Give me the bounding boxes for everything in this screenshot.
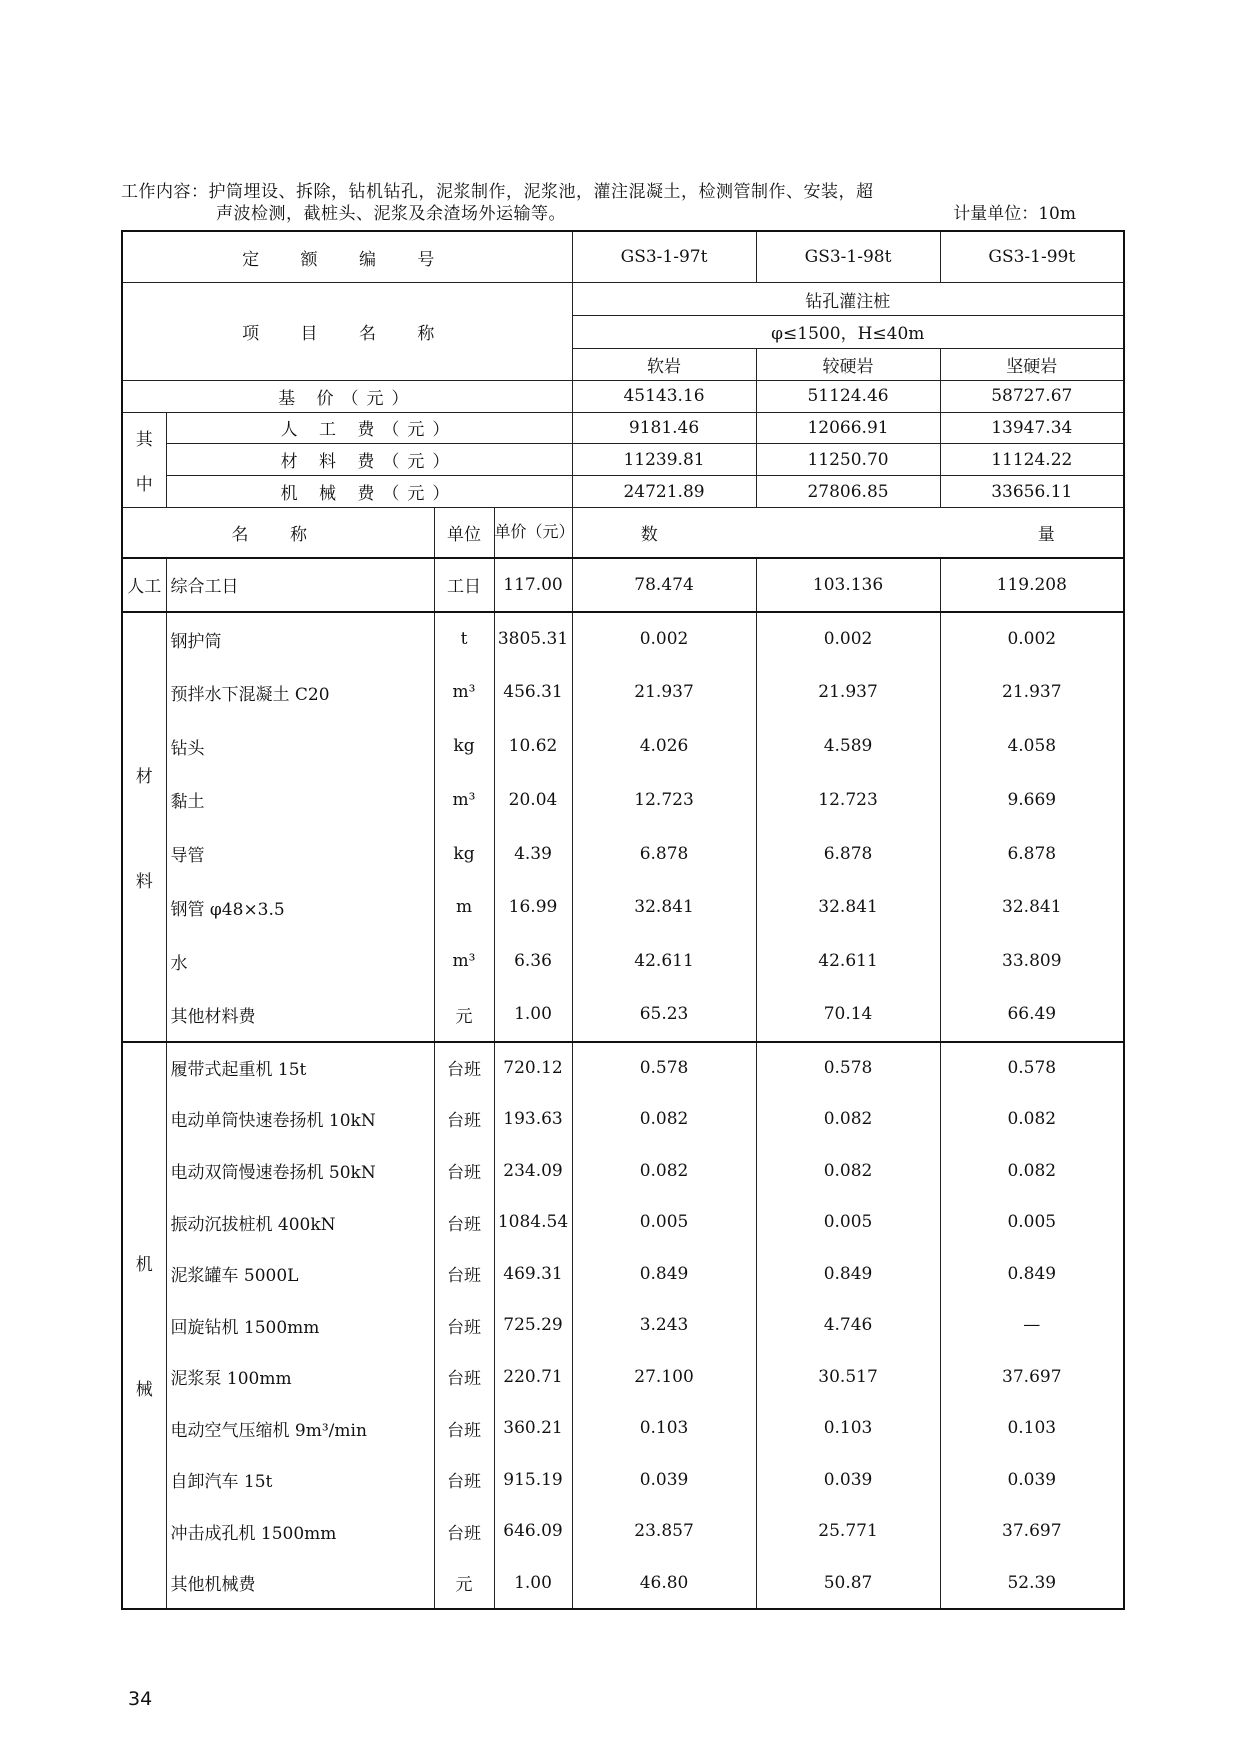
- material-cost: 11239.81: [572, 444, 756, 476]
- resource-quantity: 3.243: [572, 1299, 756, 1351]
- resource-quantity: 0.002: [756, 612, 940, 666]
- resource-unit-price: 16.99: [494, 880, 572, 934]
- resource-quantity: 103.136: [756, 558, 940, 612]
- resource-quantity: 0.082: [572, 1093, 756, 1145]
- resource-name: 自卸汽车 15t: [166, 1454, 434, 1506]
- resource-quantity: 0.039: [940, 1454, 1124, 1506]
- col-price-header: 单价（元）: [494, 507, 572, 557]
- rock-type: 较硬岩: [756, 348, 940, 380]
- resource-name: 振动沉拔桩机 400kN: [166, 1196, 434, 1248]
- resource-quantity: 0.849: [756, 1248, 940, 1300]
- col-name-header: 名 称: [122, 507, 434, 557]
- resource-quantity: 0.082: [756, 1093, 940, 1145]
- resource-quantity: 0.082: [940, 1145, 1124, 1197]
- labor-cost: 9181.46: [572, 412, 756, 444]
- resource-quantity: 119.208: [940, 558, 1124, 612]
- resource-unit-price: 915.19: [494, 1454, 572, 1506]
- page-number: 34: [128, 1688, 153, 1710]
- material-group-label: 材 料: [122, 612, 166, 1042]
- resource-quantity: 0.005: [572, 1196, 756, 1248]
- quota-code: GS3-1-97t: [572, 231, 756, 283]
- resource-quantity: 4.026: [572, 719, 756, 773]
- machine-group-label: 机 械: [122, 1042, 166, 1609]
- resource-unit-price: 1.00: [494, 988, 572, 1042]
- resource-unit-price: 725.29: [494, 1299, 572, 1351]
- resource-quantity: 42.611: [572, 934, 756, 988]
- resource-name: 泥浆罐车 5000L: [166, 1248, 434, 1300]
- resource-quantity: 4.589: [756, 719, 940, 773]
- resource-quantity: 0.578: [572, 1042, 756, 1094]
- resource-quantity: 66.49: [940, 988, 1124, 1042]
- resource-quantity: 6.878: [940, 827, 1124, 881]
- resource-quantity: 0.002: [940, 612, 1124, 666]
- resource-quantity: 0.005: [756, 1196, 940, 1248]
- resource-unit: 台班: [434, 1093, 494, 1145]
- resource-quantity: 65.23: [572, 988, 756, 1042]
- machine-cost: 33656.11: [940, 476, 1124, 508]
- resource-unit: m³: [434, 934, 494, 988]
- resource-name: 电动空气压缩机 9m³/min: [166, 1403, 434, 1455]
- quota-code: GS3-1-99t: [940, 231, 1124, 283]
- resource-quantity: 70.14: [756, 988, 940, 1042]
- resource-quantity: 6.878: [756, 827, 940, 881]
- resource-unit-price: 360.21: [494, 1403, 572, 1455]
- resource-quantity: 4.746: [756, 1299, 940, 1351]
- resource-unit: 工日: [434, 558, 494, 612]
- resource-quantity: 4.058: [940, 719, 1124, 773]
- resource-name: 水: [166, 934, 434, 988]
- base-price: 51124.46: [756, 380, 940, 412]
- item-name-label: 项 目 名 称: [122, 283, 572, 381]
- resource-quantity: 37.697: [940, 1506, 1124, 1558]
- resource-quantity: 0.039: [756, 1454, 940, 1506]
- resource-quantity: 9.669: [940, 773, 1124, 827]
- resource-name: 钢管 φ48×3.5: [166, 880, 434, 934]
- pile-spec: φ≤1500，H≤40m: [572, 315, 1124, 348]
- resource-unit-price: 720.12: [494, 1042, 572, 1094]
- resource-unit: 台班: [434, 1351, 494, 1403]
- resource-unit: 台班: [434, 1196, 494, 1248]
- resource-quantity: 30.517: [756, 1351, 940, 1403]
- resource-unit: 台班: [434, 1506, 494, 1558]
- resource-unit-price: 1084.54: [494, 1196, 572, 1248]
- resource-name: 钢护筒: [166, 612, 434, 666]
- labor-cost: 12066.91: [756, 412, 940, 444]
- resource-quantity: 0.578: [940, 1042, 1124, 1094]
- material-cost: 11250.70: [756, 444, 940, 476]
- machine-cost: 27806.85: [756, 476, 940, 508]
- resource-quantity: 21.937: [756, 665, 940, 719]
- resource-unit: kg: [434, 827, 494, 881]
- resource-quantity: 12.723: [756, 773, 940, 827]
- resource-unit: m: [434, 880, 494, 934]
- resource-unit: 台班: [434, 1454, 494, 1506]
- work-content-line-2: 声波检测，截桩头、泥浆及余渣场外运输等。: [216, 204, 566, 224]
- resource-name: 其他材料费: [166, 988, 434, 1042]
- quota-number-label: 定 额 编 号: [122, 231, 572, 283]
- pile-type: 钻孔灌注桩: [572, 283, 1124, 316]
- resource-quantity: 0.578: [756, 1042, 940, 1094]
- resource-quantity: 46.80: [572, 1557, 756, 1609]
- resource-unit: 台班: [434, 1248, 494, 1300]
- resource-unit: m³: [434, 665, 494, 719]
- resource-quantity: 32.841: [940, 880, 1124, 934]
- resource-unit-price: 456.31: [494, 665, 572, 719]
- resource-unit: 台班: [434, 1042, 494, 1094]
- measurement-unit: 计量单位：10m: [953, 204, 1076, 224]
- resource-quantity: 32.841: [756, 880, 940, 934]
- resource-unit-price: 4.39: [494, 827, 572, 881]
- resource-unit-price: 3805.31: [494, 612, 572, 666]
- resource-quantity: 12.723: [572, 773, 756, 827]
- resource-quantity: 0.849: [940, 1248, 1124, 1300]
- resource-quantity: 0.039: [572, 1454, 756, 1506]
- resource-quantity: 21.937: [572, 665, 756, 719]
- resource-unit: 台班: [434, 1403, 494, 1455]
- rock-type: 坚硬岩: [940, 348, 1124, 380]
- resource-quantity: 50.87: [756, 1557, 940, 1609]
- machine-cost-label: 机 械 费（元）: [166, 476, 572, 508]
- quota-code: GS3-1-98t: [756, 231, 940, 283]
- resource-quantity: 23.857: [572, 1506, 756, 1558]
- resource-quantity: 0.002: [572, 612, 756, 666]
- resource-quantity: 21.937: [940, 665, 1124, 719]
- material-cost-label: 材 料 费（元）: [166, 444, 572, 476]
- resource-quantity: 32.841: [572, 880, 756, 934]
- resource-name: 其他机械费: [166, 1557, 434, 1609]
- resource-name: 回旋钻机 1500mm: [166, 1299, 434, 1351]
- resource-quantity: 0.103: [756, 1403, 940, 1455]
- labor-group-label: 人工: [122, 558, 166, 612]
- work-content-line-1: 工作内容：护筒埋设、拆除，钻机钻孔，泥浆制作，泥浆池，灌注混凝土，检测管制作、安装，超: [121, 182, 874, 202]
- resource-name: 电动双筒慢速卷扬机 50kN: [166, 1145, 434, 1197]
- base-price-label: 基 价（元）: [122, 380, 572, 412]
- col-unit-header: 单位: [434, 507, 494, 557]
- resource-quantity: 52.39: [940, 1557, 1124, 1609]
- col-quantity-header: 数 量: [572, 507, 1124, 557]
- resource-name: 钻头: [166, 719, 434, 773]
- rock-type: 软岩: [572, 348, 756, 380]
- resource-quantity: 33.809: [940, 934, 1124, 988]
- resource-name: 综合工日: [166, 558, 434, 612]
- resource-name: 履带式起重机 15t: [166, 1042, 434, 1094]
- resource-name: 导管: [166, 827, 434, 881]
- resource-quantity: 78.474: [572, 558, 756, 612]
- labor-cost-label: 人 工 费（元）: [166, 412, 572, 444]
- resource-quantity: 42.611: [756, 934, 940, 988]
- base-price: 58727.67: [940, 380, 1124, 412]
- resource-unit: 元: [434, 1557, 494, 1609]
- resource-unit-price: 220.71: [494, 1351, 572, 1403]
- resource-quantity: 37.697: [940, 1351, 1124, 1403]
- resource-unit: 元: [434, 988, 494, 1042]
- resource-quantity: 0.849: [572, 1248, 756, 1300]
- material-cost: 11124.22: [940, 444, 1124, 476]
- resource-name: 黏土: [166, 773, 434, 827]
- resource-unit: kg: [434, 719, 494, 773]
- resource-quantity: 0.082: [756, 1145, 940, 1197]
- resource-unit: 台班: [434, 1145, 494, 1197]
- labor-cost: 13947.34: [940, 412, 1124, 444]
- resource-name: 电动单筒快速卷扬机 10kN: [166, 1093, 434, 1145]
- resource-quantity: —: [940, 1299, 1124, 1351]
- resource-quantity: 0.005: [940, 1196, 1124, 1248]
- resource-name: 冲击成孔机 1500mm: [166, 1506, 434, 1558]
- machine-cost: 24721.89: [572, 476, 756, 508]
- base-price: 45143.16: [572, 380, 756, 412]
- resource-quantity: 0.103: [572, 1403, 756, 1455]
- resource-quantity: 0.103: [940, 1403, 1124, 1455]
- resource-quantity: 6.878: [572, 827, 756, 881]
- resource-quantity: 0.082: [940, 1093, 1124, 1145]
- resource-unit-price: 10.62: [494, 719, 572, 773]
- resource-unit-price: 469.31: [494, 1248, 572, 1300]
- resource-unit: 台班: [434, 1299, 494, 1351]
- resource-unit-price: 646.09: [494, 1506, 572, 1558]
- resource-quantity: 27.100: [572, 1351, 756, 1403]
- resource-name: 泥浆泵 100mm: [166, 1351, 434, 1403]
- resource-unit-price: 20.04: [494, 773, 572, 827]
- resource-unit: t: [434, 612, 494, 666]
- resource-unit-price: 234.09: [494, 1145, 572, 1197]
- resource-unit-price: 6.36: [494, 934, 572, 988]
- resource-unit-price: 193.63: [494, 1093, 572, 1145]
- quota-table: [121, 230, 1123, 1610]
- resource-quantity: 0.082: [572, 1145, 756, 1197]
- resource-unit-price: 117.00: [494, 558, 572, 612]
- resource-unit: m³: [434, 773, 494, 827]
- resource-quantity: 25.771: [756, 1506, 940, 1558]
- resource-name: 预拌水下混凝土 C20: [166, 665, 434, 719]
- resource-unit-price: 1.00: [494, 1557, 572, 1609]
- of-which-label: 其 中: [122, 412, 166, 507]
